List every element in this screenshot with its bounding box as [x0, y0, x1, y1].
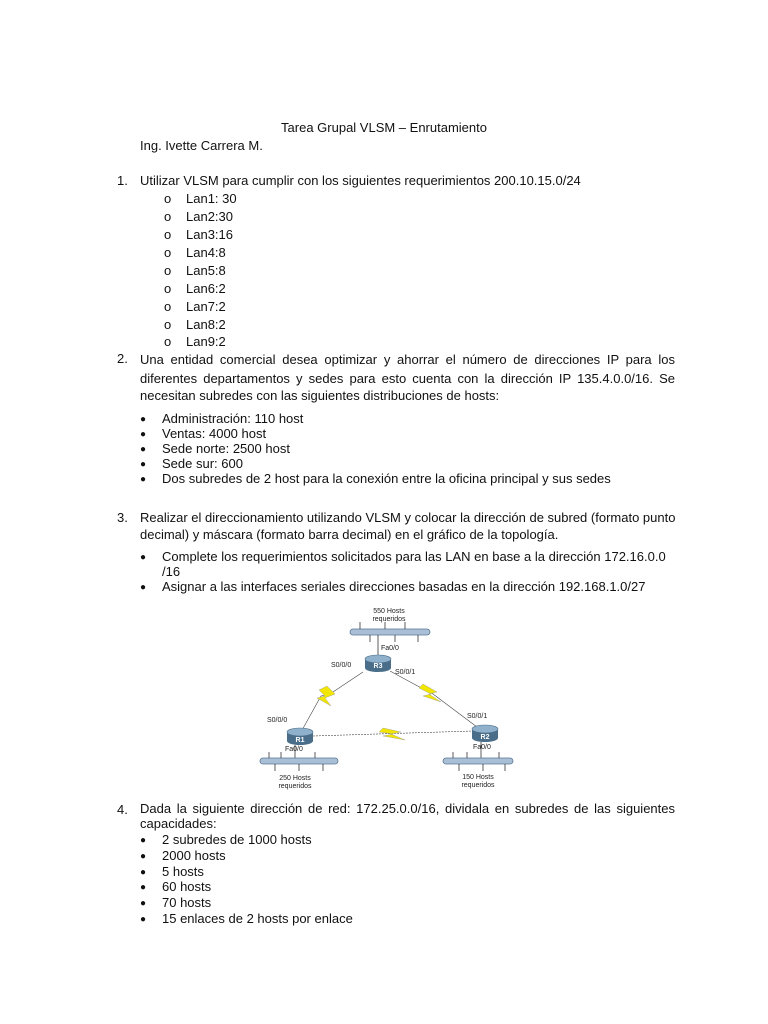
r3-fa-label: Fa0/0 [381, 645, 399, 652]
q1-text: Utilizar VLSM para cumplir con los siguientes requerimientos 200.10.15.0/24 [140, 173, 581, 188]
q4-line-2: capacidades: [140, 816, 217, 831]
r3-s001-label: S0/0/1 [395, 669, 416, 676]
r1-fa-label: Fa0/0 [285, 746, 303, 753]
q2-line-3: necesitan subredes con las siguientes distribuciones de hosts: [140, 388, 500, 403]
q3-number: 3. [117, 510, 128, 525]
r2-hosts-label: 150 Hosts [462, 774, 494, 781]
network-topology-diagram [255, 602, 515, 792]
r2-s001-label: S0/0/1 [467, 713, 488, 720]
r3-hosts-label: 550 Hosts [373, 608, 405, 615]
router-r2-icon [472, 725, 498, 742]
svg-text:R2: R2 [480, 734, 490, 741]
q2-line-1: Una entidad comercial desea optimizar y ahorrar el número de direcciones IP para los [140, 352, 675, 367]
q2-line-2: diferentes departamentos y sedes para esto cuenta con la dirección IP 135.4.0.0/16. Se [140, 371, 675, 386]
q4-line-1: Dada la siguiente dirección de red: 172.25.0.0/16, dividala en subredes de las siguientes [140, 801, 675, 816]
list-item-continuation: /16 [162, 564, 181, 579]
serial-link-r3-r1-icon [317, 686, 335, 706]
r3-s000-label: S0/0/0 [331, 662, 352, 669]
router-r3-icon [365, 655, 391, 672]
r1-s000-label: S0/0/0 [267, 717, 288, 724]
q4-number: 4. [117, 802, 128, 817]
r1-hosts-label-2: requeridos [278, 783, 312, 790]
r1-hosts-label: 250 Hosts [279, 775, 311, 782]
r1-lan-segment [260, 758, 338, 764]
q3-line-1: Realizar el direccionamiento utilizando VLSM y colocar la dirección de subred (formato punto [140, 510, 676, 525]
document-title: Tarea Grupal VLSM – Enrutamiento [281, 120, 487, 135]
q2-number: 2. [117, 351, 128, 366]
q3-line-2: decimal) y máscara (formato barra decimal) en el gráfico de la topología. [140, 527, 559, 542]
r2-fa-label: Fa0/0 [473, 744, 491, 751]
author: Ing. Ivette Carrera M. [140, 138, 263, 153]
r3-lan-segment [350, 629, 430, 635]
serial-link-r3-r2-icon [419, 684, 441, 702]
r3-hosts-label-2: requeridos [372, 616, 406, 623]
router-r1-icon [287, 728, 313, 745]
svg-text:R1: R1 [295, 737, 305, 744]
q1-number: 1. [117, 173, 128, 188]
svg-text:R3: R3 [373, 663, 383, 670]
r2-lan-segment [443, 758, 513, 764]
r2-hosts-label-2: requeridos [461, 782, 495, 789]
